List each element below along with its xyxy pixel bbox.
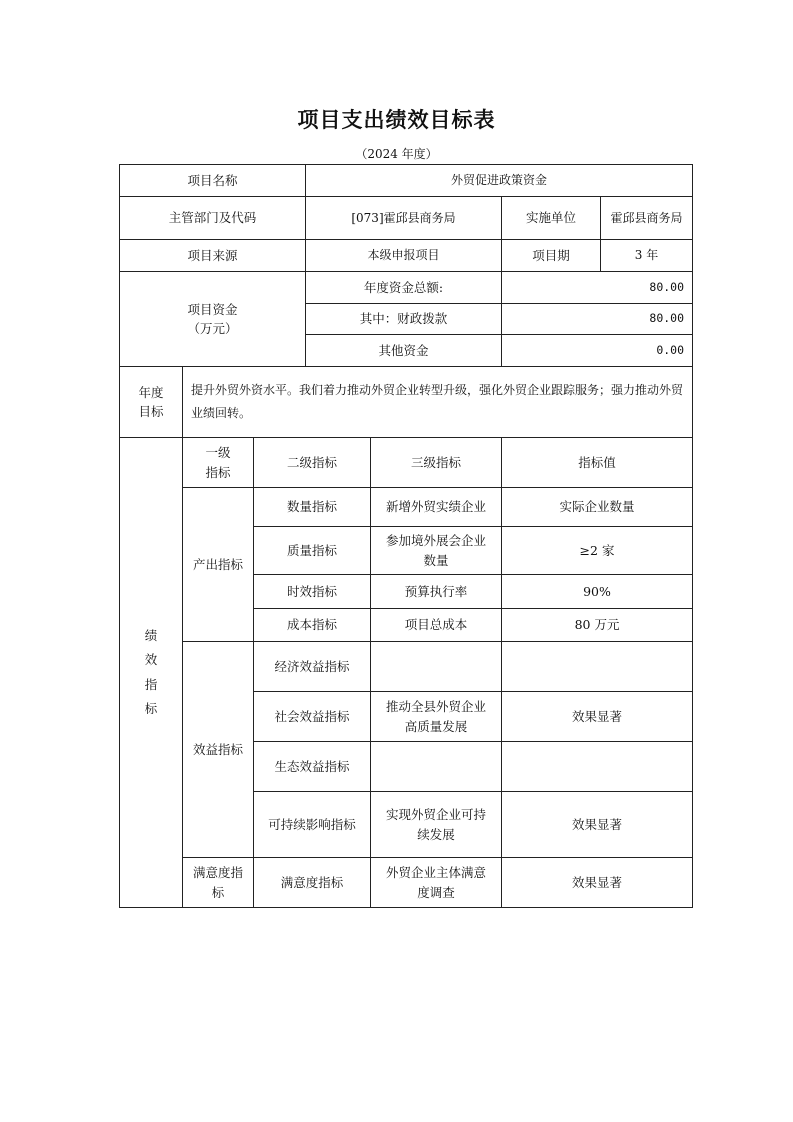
- perf-label-char: 标: [144, 700, 158, 716]
- output-value: ≥2 家: [502, 527, 693, 575]
- benefit-value: 效果显著: [502, 692, 693, 742]
- output-level2: 时效指标: [254, 575, 371, 609]
- dept-value: [073]霍邱县商务局: [306, 197, 502, 240]
- satisfaction-level2: 满意度指标: [254, 858, 371, 908]
- output-level3: 项目总成本: [371, 609, 502, 642]
- perf-label: [120, 438, 183, 908]
- satisfaction-level3-line2: 度调查: [417, 884, 455, 900]
- benefit-level2: 社会效益指标: [254, 692, 371, 742]
- satisfaction-value: 效果显著: [502, 858, 693, 908]
- satisfaction-level3: [371, 858, 502, 908]
- output-level3: 新增外贸实绩企业: [371, 488, 502, 527]
- output-level3: 预算执行率: [371, 575, 502, 609]
- funds-label-line1: 项目资金: [187, 301, 238, 317]
- benefit-level2: 可持续影响指标: [254, 792, 371, 858]
- output-value: 实际企业数量: [502, 488, 693, 527]
- benefit-level3-line2: 续发展: [417, 826, 455, 842]
- project-name-label: 项目名称: [120, 165, 306, 197]
- row-perf-header: [120, 438, 693, 488]
- perf-label-char: 效: [144, 652, 158, 668]
- benefit-level3: [371, 742, 502, 792]
- source-value: 本级申报项目: [306, 240, 502, 272]
- row-project-name: [120, 165, 693, 197]
- funds-label: [120, 272, 306, 367]
- year-label: （2024 年度）: [355, 147, 438, 161]
- dept-label: 主管部门及代码: [120, 197, 306, 240]
- perf-label-char: 指: [144, 676, 158, 692]
- goal-text: 提升外贸外资水平。我们着力推动外贸企业转型升级，强化外贸企业跟踪服务；强力推动外贸业绩回转。: [183, 367, 693, 438]
- satisfaction-level1-line2: 标: [211, 884, 225, 900]
- goal-label-line2: 目标: [138, 404, 164, 419]
- funds-label-line2: （万元）: [187, 321, 238, 336]
- funds-total-label: 年度资金总额:: [306, 272, 502, 304]
- header-level2: 二级指标: [254, 438, 371, 488]
- goal-label: [120, 367, 183, 438]
- funds-total-value: 80.00: [502, 272, 693, 304]
- source-label: 项目来源: [120, 240, 306, 272]
- output-level2: 成本指标: [254, 609, 371, 642]
- performance-target-table: [119, 164, 693, 908]
- benefit-level3: [371, 792, 502, 858]
- output-value: 80 万元: [502, 609, 693, 642]
- row-department: [120, 197, 693, 240]
- header-level1-line2: 指标: [205, 464, 231, 480]
- page-title: 项目支出绩效目标表: [297, 107, 496, 132]
- table-row: [120, 488, 693, 527]
- perf-label-char: 绩: [144, 627, 158, 643]
- funds-fiscal-label: 其中：财政拨款: [306, 304, 502, 335]
- funds-fiscal-value: 80.00: [502, 304, 693, 335]
- benefit-value: [502, 642, 693, 692]
- header-level3: 三级指标: [371, 438, 502, 488]
- benefit-level2: 生态效益指标: [254, 742, 371, 792]
- impl-label: 实施单位: [502, 197, 601, 240]
- row-source: [120, 240, 693, 272]
- satisfaction-level1-line1: 满意度指: [192, 865, 243, 881]
- funds-other-label: 其他资金: [306, 335, 502, 367]
- benefit-level3-line1: 实现外贸企业可持: [385, 807, 486, 823]
- output-indicator-label: 产出指标: [183, 488, 254, 642]
- benefit-level3-line1: 推动全县外贸企业: [385, 699, 486, 715]
- impl-value: 霍邱县商务局: [601, 197, 693, 240]
- period-value: 3 年: [601, 240, 693, 272]
- output-level3-line1: 参加境外展会企业: [385, 533, 486, 549]
- output-value: 90%: [502, 575, 693, 609]
- project-name-value: 外贸促进政策资金: [306, 165, 693, 197]
- benefit-value: [502, 742, 693, 792]
- output-level2: 质量指标: [254, 527, 371, 575]
- output-level2: 数量指标: [254, 488, 371, 527]
- table-row: [120, 642, 693, 692]
- benefit-value: 效果显著: [502, 792, 693, 858]
- row-funds-total: [120, 272, 693, 304]
- output-level3: [371, 527, 502, 575]
- benefit-level3-line2: 高质量发展: [404, 718, 468, 734]
- satisfaction-level3-line1: 外贸企业主体满意: [385, 865, 486, 881]
- header-level1-line1: 一级: [205, 445, 231, 461]
- benefit-level2: 经济效益指标: [254, 642, 371, 692]
- funds-other-value: 0.00: [502, 335, 693, 367]
- satisfaction-level1: [183, 858, 254, 908]
- table-row: [120, 858, 693, 908]
- goal-label-line1: 年度: [138, 384, 164, 400]
- period-label: 项目期: [502, 240, 601, 272]
- header-level1: [183, 438, 254, 488]
- header-value: 指标值: [502, 438, 693, 488]
- benefit-indicator-label: 效益指标: [183, 642, 254, 858]
- row-annual-goal: [120, 367, 693, 438]
- benefit-level3: [371, 642, 502, 692]
- benefit-level3: [371, 692, 502, 742]
- output-level3-line2: 数量: [423, 552, 449, 568]
